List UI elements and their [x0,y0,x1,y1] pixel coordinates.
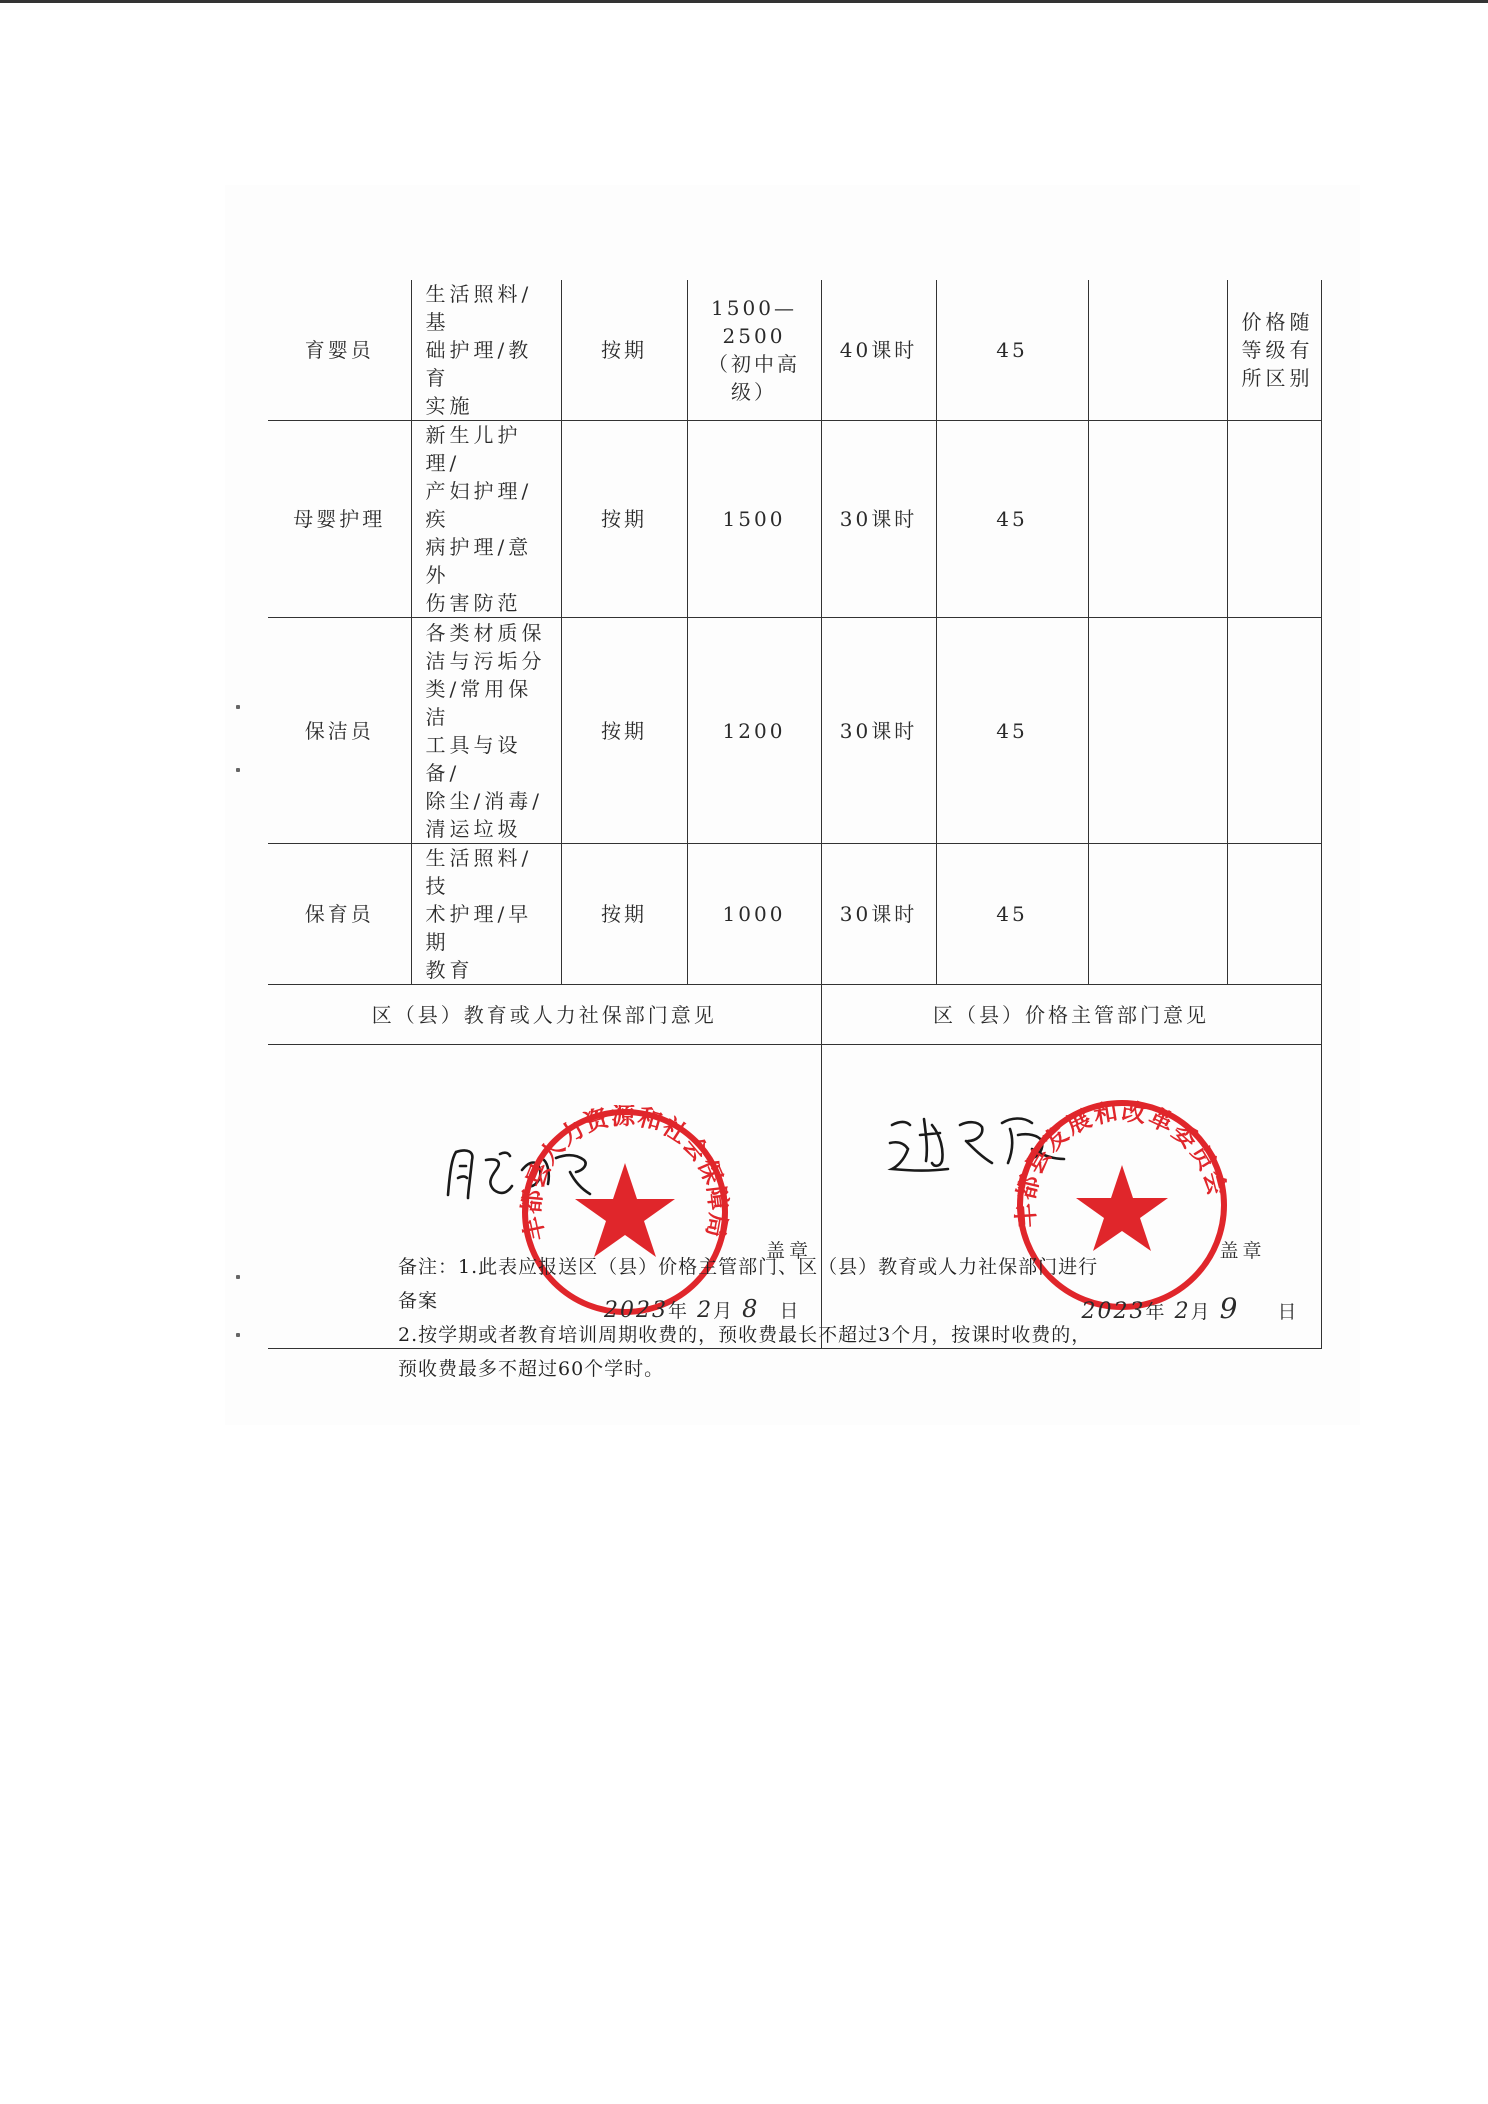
training-content-line: 除尘/消毒/ [425,788,543,813]
margin-mark [236,768,240,772]
star-icon [1076,1165,1168,1251]
margin-mark [236,1333,240,1337]
training-content-line: 伤害防范 [425,591,522,615]
number-cell [936,844,1088,985]
education-dept-date-year: 2023 [604,1298,668,1323]
table-row [268,421,1321,618]
month-suffix: 月 [713,1300,735,1322]
empty-cell [1088,280,1227,421]
occupation-name-cell [268,618,411,844]
fee-line: （初中高 [708,352,800,376]
occupation-name-cell [268,280,411,421]
day-suffix: 日 [779,1300,801,1322]
training-content-line: 类/常用保洁 [425,676,533,729]
price-dept-opinion-header: 区（县）价格主管部门意见 [821,985,1321,1045]
star-icon [575,1163,675,1257]
class-hours: 30课时 [839,902,918,926]
note-line: 预收费最多不超过60个学时。 [398,1358,665,1380]
note-line: 备案 [398,1290,439,1312]
number-value: 45 [996,718,1028,743]
remark-cell [1227,280,1321,421]
training-content-cell [411,844,561,985]
charge-method: 按期 [601,338,647,362]
margin-mark [236,1275,240,1279]
notes [398,1250,1238,1386]
training-content-line: 生活照料/基 [425,282,533,334]
table-row [268,844,1321,985]
number-value: 45 [996,338,1028,362]
class-hours: 30课时 [839,507,918,531]
fee-cell [687,280,821,421]
charge-method: 按期 [601,718,647,743]
training-content-line: 各类材质保 [425,620,546,645]
hours-cell [821,844,936,985]
charge-method-cell [561,280,687,421]
occupation-name: 保洁员 [304,718,374,743]
remark-line: 等级有 [1241,338,1314,362]
hours-cell [821,421,936,618]
education-dept-opinion-header: 区（县）教育或人力社保部门意见 [268,985,821,1045]
fee-cell [687,421,821,618]
month-suffix: 月 [1190,1301,1212,1323]
training-content-line: 实施 [425,394,474,418]
table-row [268,280,1321,421]
page-top-border [0,0,1488,3]
number-value: 45 [996,507,1028,531]
training-content-cell [411,421,561,618]
class-hours: 30课时 [839,718,918,743]
charge-method-cell [561,421,687,618]
charge-method: 按期 [601,902,647,926]
occupation-name-cell [268,421,411,618]
training-content-line: 生活照料/技 [425,846,533,898]
table-row [268,618,1321,844]
margin-mark [236,705,240,709]
training-content-line: 产妇护理/疾 [425,479,533,531]
price-dept-stamp-label: 盖章 [1219,1240,1266,1262]
occupation-name-cell [268,844,411,985]
hours-cell [821,618,936,844]
price-dept-date-month: 2 [1174,1299,1191,1324]
remark-line: 价格随 [1241,310,1314,334]
empty-cell [1088,618,1227,844]
training-content-line: 清运垃圾 [425,816,522,841]
note-line: 2.按学期或者教育培训周期收费的，预收费最长不超过3个月，按课时收费的， [398,1324,1092,1346]
number-value: 45 [996,902,1028,926]
remark-line: 所区别 [1241,366,1314,390]
remark-cell [1227,844,1321,985]
charge-method-cell [561,844,687,985]
fee-cell [687,844,821,985]
charge-method: 按期 [601,507,647,531]
year-suffix: 年 [668,1300,690,1322]
number-cell [936,421,1088,618]
price-dept-date-day: 9 [1219,1292,1240,1325]
year-suffix: 年 [1145,1301,1167,1323]
fee-line: 1500—2500 [711,296,797,348]
training-content-line: 洁与污垢分 [425,648,546,673]
education-dept-date-day: 8 [742,1295,760,1323]
price-dept-seal-text: 丰都县发展和改革委员会 [1011,1096,1232,1229]
training-content-cell [411,618,561,844]
occupation-name: 保育员 [304,902,374,926]
fee-table [268,280,1322,1349]
training-content-line: 病护理/意外 [425,535,533,587]
remark-cell [1227,618,1321,844]
empty-cell [1088,844,1227,985]
fee-line: 级） [731,380,777,404]
remark-cell [1227,421,1321,618]
fee-line: 1000 [722,902,786,926]
education-dept-seal-text: 丰都县人力资源和社会保障局 [518,1105,733,1244]
number-cell [936,280,1088,421]
fee-line: 1200 [722,718,786,743]
education-dept-date-month: 2 [697,1298,714,1323]
training-content-line: 础护理/教育 [425,338,533,390]
class-hours: 40课时 [839,338,918,362]
fee-cell [687,618,821,844]
note-line: 备注：1.此表应报送区（县）价格主管部门、区（县）教育或人力社保部门进行 [398,1256,1099,1278]
fee-line: 1500 [722,507,786,531]
price-dept-date-year: 2023 [1081,1299,1146,1324]
training-content-cell [411,280,561,421]
training-content-line: 教育 [425,958,474,982]
number-cell [936,618,1088,844]
day-suffix: 日 [1277,1301,1299,1323]
training-content-line: 术护理/早期 [425,902,533,954]
charge-method-cell [561,618,687,844]
hours-cell [821,280,936,421]
occupation-name: 母婴护理 [293,507,386,531]
occupation-name: 育婴员 [304,338,374,362]
training-content-line: 新生儿护理/ [425,423,522,475]
training-content-line: 工具与设备/ [425,732,522,785]
empty-cell [1088,421,1227,618]
education-dept-stamp-label: 盖章 [766,1240,813,1262]
